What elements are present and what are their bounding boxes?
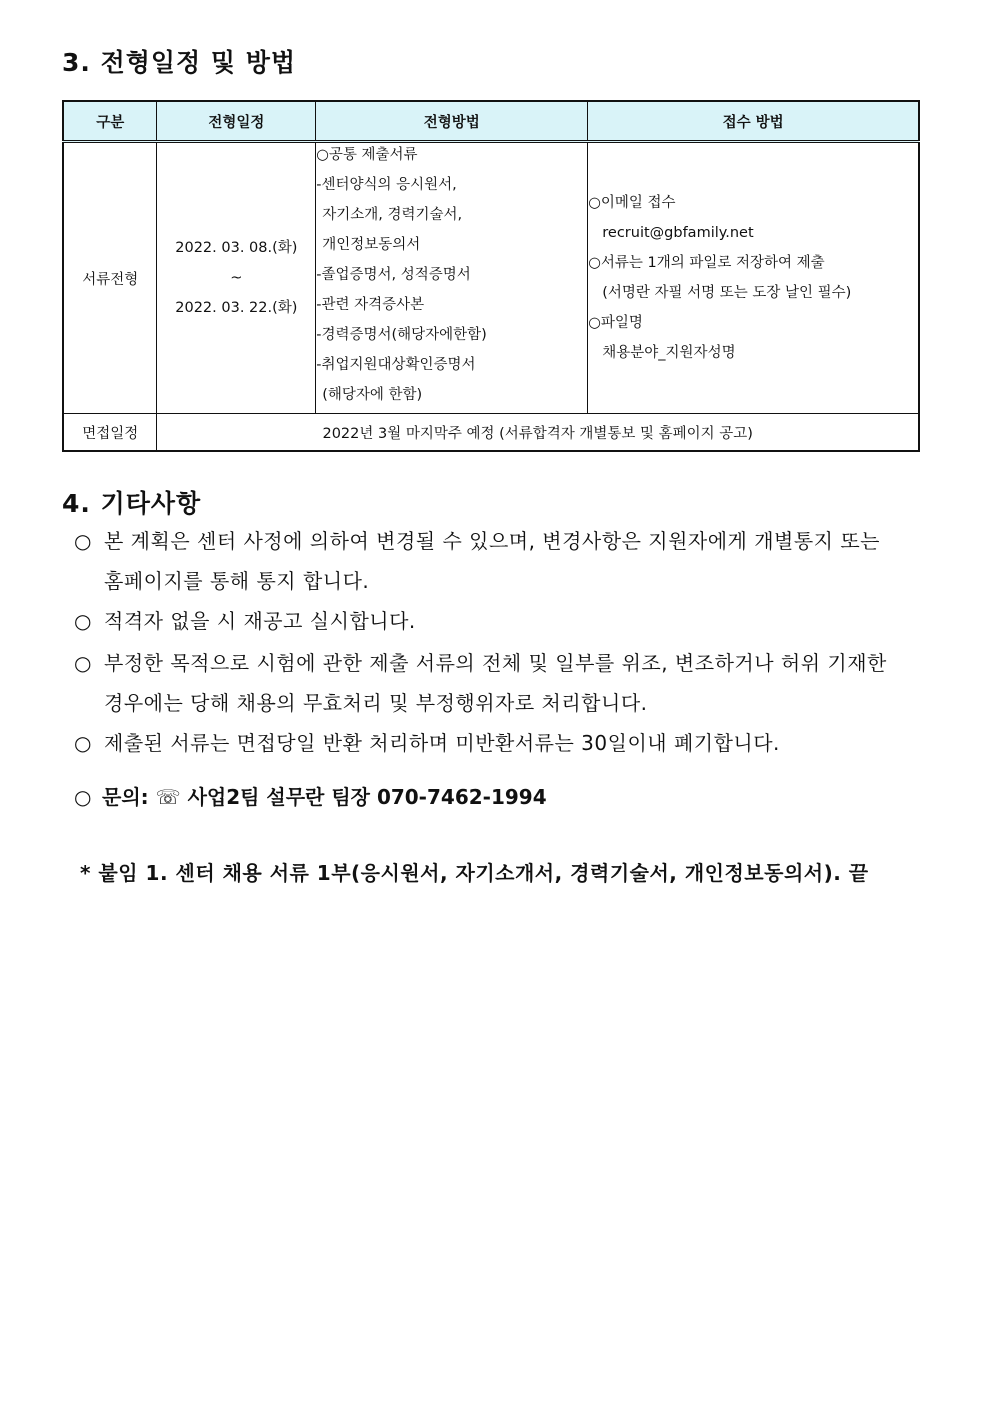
section-3-title: 3. 전형일정 및 방법 [62, 48, 297, 77]
receive-line: (서명란 자필 서명 또는 도장 날인 필수) [602, 285, 852, 301]
circle-bullet-icon: ○ [74, 651, 92, 675]
circle-bullet-icon: ○ [74, 529, 92, 553]
notice-text-continued: 홈페이지를 통해 통지 합니다. [104, 569, 370, 593]
table-row-document [63, 142, 919, 414]
date-start: 2022. 03. 08.(화) [175, 240, 298, 256]
attachment-note: * 붙임 1. 센터 채용 서류 1부(응시원서, 자기소개서, 경력기술서, 개인정보동의서). 끝 [80, 861, 869, 885]
document-receive [588, 142, 919, 414]
section-4-title: 4. 기타사항 [62, 489, 202, 518]
receive-email: recruit@gbfamily.net [602, 225, 754, 241]
method-line: -센터양식의 응시원서, [316, 177, 457, 193]
method-line: (해당자에 한함) [322, 387, 423, 403]
notice-text: 부정한 목적으로 시험에 관한 제출 서류의 전체 및 일부를 위조, 변조하거나 허위 기재한 [104, 651, 887, 675]
method-line: -관련 자격증사본 [316, 297, 425, 313]
header-schedule: 전형일정 [157, 101, 316, 142]
circle-bullet-icon: ○ [74, 609, 92, 633]
method-line: -졸업증명서, 성적증명서 [316, 267, 471, 283]
document-category: 서류전형 [63, 142, 157, 414]
date-end: 2022. 03. 22.(화) [175, 300, 298, 316]
method-line: -경력증명서(해당자에한함) [316, 327, 487, 343]
receive-line: ○이메일 접수 [588, 195, 676, 211]
circle-bullet-icon: ○ [74, 731, 92, 755]
method-line: 개인정보동의서 [322, 237, 421, 253]
interview-schedule: 2022년 3월 마지막주 예정 (서류합격자 개별통보 및 홈페이지 공고) [157, 414, 919, 452]
header-method: 전형방법 [316, 101, 588, 142]
method-line: ○공통 제출서류 [316, 147, 418, 163]
table-header-row [63, 101, 919, 142]
receive-line: 채용분야_지원자성명 [602, 345, 736, 361]
table-row-interview [63, 414, 919, 452]
document-method [316, 142, 588, 414]
interview-category: 면접일정 [63, 414, 157, 452]
notice-text: 적격자 없을 시 재공고 실시합니다. [104, 609, 416, 633]
receive-line: ○파일명 [588, 315, 643, 331]
inquiry-line [74, 780, 547, 814]
method-line: 자기소개, 경력기술서, [322, 207, 463, 223]
notice-item [74, 643, 934, 723]
document-dates [157, 142, 316, 414]
notice-text: 제출된 서류는 면접당일 반환 처리하며 미반환서류는 30일이내 폐기합니다. [104, 731, 780, 755]
notice-text: 본 계획은 센터 사정에 의하여 변경될 수 있으며, 변경사항은 지원자에게 개별통지 또는 [104, 529, 880, 553]
method-line: -취업지원대상확인증명서 [316, 357, 476, 373]
notice-text-continued: 경우에는 당해 채용의 무효처리 및 부정행위자로 처리합니다. [104, 691, 648, 715]
header-receive: 접수 방법 [588, 101, 919, 142]
notice-item [74, 601, 934, 641]
header-category: 구분 [63, 101, 157, 142]
inquiry-text: 문의: ☏ 사업2팀 설무란 팀장 070-7462-1994 [102, 785, 547, 809]
notice-item [74, 723, 934, 763]
receive-line: ○서류는 1개의 파일로 저장하여 제출 [588, 255, 825, 271]
notice-item [74, 521, 934, 601]
circle-bullet-icon: ○ [74, 785, 92, 809]
schedule-table [62, 100, 920, 452]
date-separator: ~ [230, 270, 243, 286]
